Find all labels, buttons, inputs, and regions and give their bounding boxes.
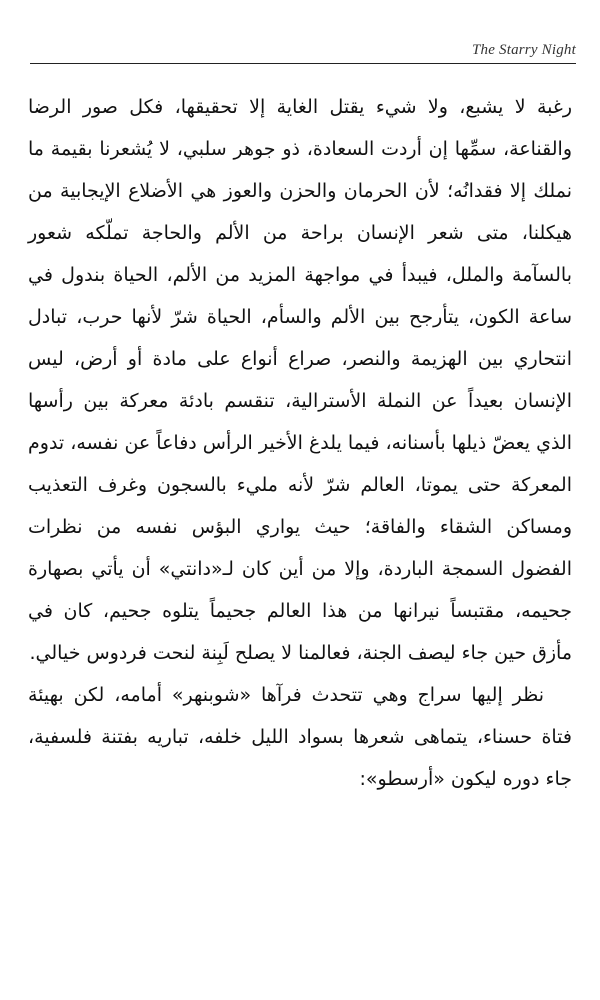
running-header-title: The Starry Night	[471, 42, 576, 58]
body-text	[28, 86, 572, 800]
running-header	[30, 38, 576, 60]
header-divider	[30, 63, 576, 64]
paragraph-2: نظر إليها سراج وهي تتحدث فرآها «شوبنهر» أمامه، لكن بهيئة فتاة حسناء، يتماهى شعرها بسواد الليل خلفه، تباريه بفتنة فلسفية، جاء دوره ليكون «أرسطو»:	[28, 684, 572, 790]
paragraph-1: رغبة لا يشبع، ولا شيء يقتل الغاية إلا تحقيقها، فكل صور الرضا والقناعة، سمِّها إن أردت السعادة، ذو جوهر سلبي، لا يُشعرنا بقيمة ما نملك إلا فقدانُه؛ لأن الحرمان والحزن والعوز هي الأضلاع الإيجابية من هيكلنا، متى شعر الإنسان براحة من الألم والحاجة تملّكه شعور بالسآمة والملل، فيبدأ في مواجهة المزيد من الألم، الحياة بندول في ساعة الكون، يتأرجح بين الألم والسأم، الحياة شرّ لأنها حرب، تبادل انتحاري بين الهزيمة والنصر، صراع أنواع على مادة أو أرض، ليس الإنسان بعيداً عن النملة الأسترالية، تنقسم بادئة معركة بين رأسها الذي يعضّ ذيلها بأسنانه، فيما يلدغ الأخير الرأس دفاعاً عن نفسه، تدوم المعركة حتى يموتا، العالم شرّ لأنه مليء بالسجون وغرف التعذيب ومساكن الشقاء والفاقة؛ حيث يواري البؤس نفسه من نظرات الفضول السمجة الباردة، وإلا من أين كان لـ«دانتي» أن يأتي بصهارة جحيمه، مقتبساً نيرانها من هذا العالم جحيماً يتلوه جحيم، كان في مأزق حين جاء ليصف الجنة، فعالمنا لا يصلح لَبِنة لنحت فردوس خيالي.	[28, 96, 572, 664]
